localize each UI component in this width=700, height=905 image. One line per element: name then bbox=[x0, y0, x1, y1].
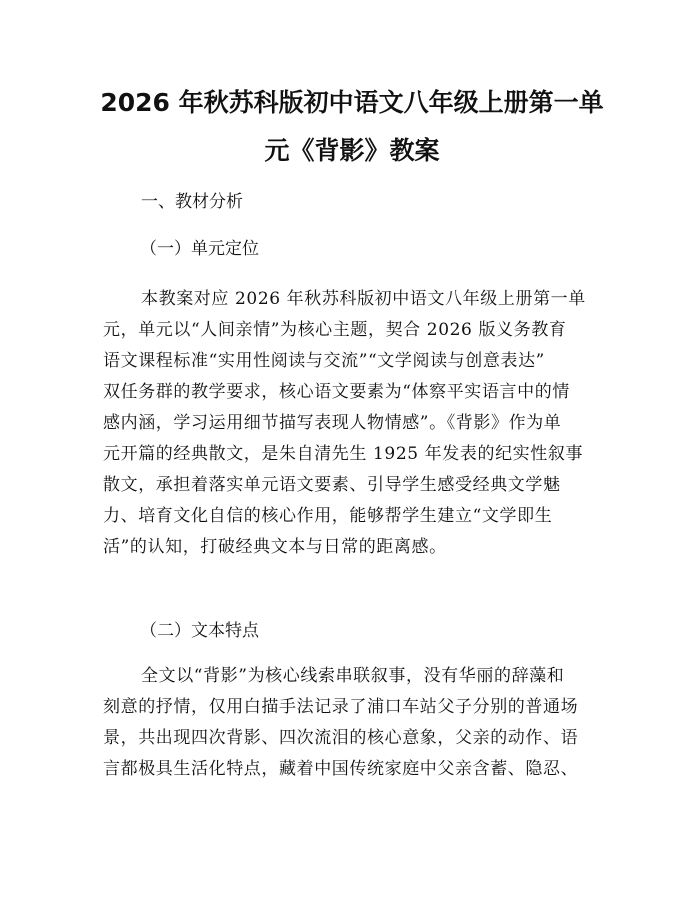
paragraph-line: 力、培育文化自信的核心作用，能够帮学生建立“文学即生 bbox=[103, 506, 553, 526]
paragraph-unit-positioning bbox=[103, 284, 603, 563]
subsection-heading-unit-positioning: （一）单元定位 bbox=[140, 239, 259, 259]
paragraph-line: 景，共出现四次背影、四次流泪的核心意象，父亲的动作、语 bbox=[103, 728, 579, 748]
paragraph-line: 散文，承担着落实单元语文要素、引导学生感受经典文学魅 bbox=[103, 475, 561, 495]
paragraph-line: 语文课程标准“实用性阅读与交流”“文学阅读与创意表达” bbox=[103, 351, 545, 371]
paragraph-line: 本教案对应 2026 年秋苏科版初中语文八年级上册第一单 bbox=[141, 289, 586, 309]
subsection-heading-text-features: （二）文本特点 bbox=[140, 621, 259, 641]
paragraph-line: 双任务群的教学要求，核心语文要素为“体察平实语言中的情 bbox=[103, 382, 570, 402]
paragraph-text-features bbox=[103, 661, 603, 785]
paragraph-line: 刻意的抒情，仅用白描手法记录了浦口车站父子分别的普通场 bbox=[103, 697, 579, 717]
paragraph-line: 言都极具生活化特点，藏着中国传统家庭中父亲含蓄、隐忍、 bbox=[103, 759, 579, 779]
paragraph-line: 感内涵，学习运用细节描写表现人物情感”。《背影》作为单 bbox=[103, 413, 562, 433]
paragraph-line: 元，单元以“人间亲情”为核心主题，契合 2026 版义务教育 bbox=[103, 320, 567, 340]
paragraph-line: 活”的认知，打破经典文本与日常的距离感。 bbox=[103, 537, 447, 557]
section-heading-textbook-analysis: 一、教材分析 bbox=[141, 192, 243, 212]
paragraph-line: 元开篇的经典散文，是朱自清先生 1925 年发表的纪实性叙事 bbox=[103, 444, 584, 464]
document-title-line-2: 元《背影》教案 bbox=[264, 136, 440, 165]
paragraph-line: 全文以“背影”为核心线索串联叙事，没有华丽的辞藻和 bbox=[141, 666, 565, 686]
document-title-line-1: 2026 年秋苏科版初中语文八年级上册第一单 bbox=[100, 88, 604, 117]
